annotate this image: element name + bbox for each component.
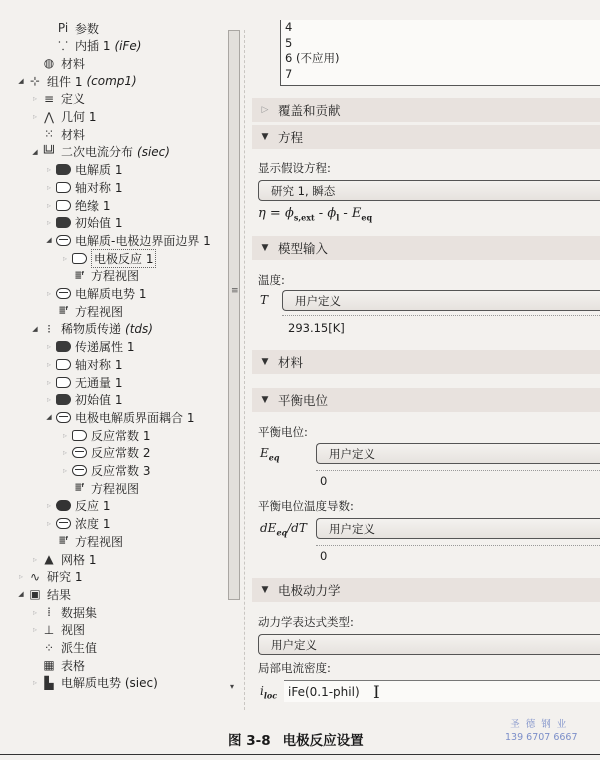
plot-group-icon: ▙ <box>44 675 54 690</box>
tables-icon: ▦ <box>43 658 55 673</box>
collapse-toggle-icon[interactable]: ▹ <box>46 218 51 228</box>
equilibrium-derivative-source-combobox[interactable] <box>316 518 600 539</box>
equation-view-icon: ≣ᶠ <box>74 483 84 494</box>
domain-feature-icon <box>54 340 72 354</box>
temperature-symbol: T <box>260 293 269 307</box>
equation-view-icon: ≣ᶠ <box>74 270 84 281</box>
results-icon: ▣ <box>29 587 41 602</box>
tree-node-label: 电解质电势 1 <box>75 287 147 301</box>
equilibrium-derivative-field-border <box>316 545 600 546</box>
equilibrium-derivative-source-value: 用户定义 <box>329 521 375 536</box>
tree-node-label: 结果 <box>47 587 72 602</box>
collapse-toggle-icon[interactable]: ▹ <box>46 377 51 387</box>
figure-caption <box>228 729 364 749</box>
mesh-icon: ▲ <box>44 552 54 566</box>
equation-view-icon: ≣ᶠ <box>58 536 68 547</box>
interface-feature-icon <box>70 464 88 478</box>
domain-feature-icon <box>54 163 72 177</box>
parameters-icon: Pi <box>57 21 69 35</box>
tree-node-label: 表格 <box>61 658 86 673</box>
domain-feature-icon <box>54 393 72 407</box>
equilibrium-source-combobox[interactable] <box>316 443 600 464</box>
tree-node-label: 研究 1 <box>47 570 83 585</box>
local-current-density-value: iFe(0.1-phil) <box>288 684 360 699</box>
figure-number: 图 3-8 <box>228 733 271 749</box>
interpolation-icon: ⸪ <box>58 39 68 54</box>
equilibrium-field-border <box>316 470 600 471</box>
section-title: 电极动力学 <box>278 583 341 598</box>
collapse-toggle-icon[interactable]: ▹ <box>46 342 51 352</box>
collapse-toggle-icon[interactable]: ▹ <box>18 572 23 582</box>
equilibrium-temp-derivative-label: 平衡电位温度导数: <box>258 499 354 513</box>
section-model-input[interactable] <box>252 236 600 260</box>
tree-node-label: 电解质-电极边界面边界 1 <box>75 233 211 248</box>
tree-node-tag: (siec) <box>137 144 170 159</box>
tree-node-label: 绝缘 1 <box>75 198 111 213</box>
boundary-feature-icon <box>54 357 72 371</box>
expand-toggle-icon[interactable]: ◢ <box>32 147 38 156</box>
local-current-symbol: $i_{loc}$ <box>260 684 278 701</box>
tree-node-label: 方程视图 <box>91 481 140 496</box>
boundary-feature-icon <box>54 198 72 212</box>
tree-scrollbar[interactable] <box>228 30 240 600</box>
tree-node-label: 方程视图 <box>75 304 124 319</box>
tree-node-label: 参数 <box>75 21 100 36</box>
tree-node-label: 轴对称 1 <box>75 357 123 372</box>
tree-node-label: 无通量 1 <box>75 375 123 390</box>
collapse-toggle-icon[interactable]: ▹ <box>46 519 51 529</box>
tree-node-tag: (comp1) <box>86 74 137 89</box>
tree-node-label: 电解质 1 <box>75 163 123 178</box>
interface-feature-icon <box>54 287 72 301</box>
expanded-arrow-icon: ▼ <box>261 395 269 405</box>
interface-feature-icon <box>54 410 72 424</box>
interface-feature-icon <box>54 517 72 531</box>
tree-node-label: 反应常数 2 <box>91 446 151 461</box>
study-combobox[interactable] <box>258 180 600 201</box>
temperature-field-border <box>282 315 600 316</box>
tree-node-tag: (tds) <box>125 321 153 336</box>
study-combobox-value: 研究 1, 瞬态 <box>271 183 336 198</box>
section-equation[interactable] <box>252 125 600 149</box>
equilibrium-potential-label: 平衡电位: <box>258 425 308 439</box>
tree-node-label: 轴对称 1 <box>75 180 123 195</box>
collapse-toggle-icon[interactable]: ▹ <box>46 200 51 210</box>
boundary-feature-icon <box>54 375 72 389</box>
section-title: 模型输入 <box>278 241 329 256</box>
collapse-toggle-icon[interactable]: ▹ <box>32 678 37 688</box>
watermark <box>505 718 578 744</box>
kinetics-type-value: 用户定义 <box>271 637 317 652</box>
collapse-toggle-icon[interactable]: ▹ <box>32 94 37 104</box>
boundary-feature-icon <box>54 180 72 194</box>
domain-feature-icon <box>54 216 72 230</box>
tree-node-label: 内插 1 <box>75 39 111 54</box>
expand-toggle-icon[interactable]: ◢ <box>32 324 38 333</box>
derived-values-icon: ⁘ <box>43 640 55 655</box>
boundary-selection-list[interactable] <box>280 20 600 86</box>
collapse-toggle-icon[interactable]: ▹ <box>62 466 67 475</box>
kinetics-type-label: 动力学表达式类型: <box>258 615 354 629</box>
section-material[interactable] <box>252 350 600 374</box>
tree-node-label: 初始值 1 <box>75 393 123 408</box>
tree-node-label: 派生值 <box>61 641 98 655</box>
temperature-source-value: 用户定义 <box>295 293 341 308</box>
temperature-label: 温度: <box>258 273 285 287</box>
collapse-toggle-icon[interactable]: ▹ <box>46 289 51 298</box>
collapse-toggle-icon[interactable]: ▹ <box>46 395 51 405</box>
panel-divider[interactable] <box>244 30 245 710</box>
boundary-list-item[interactable]: 6 (不应用) <box>285 51 340 65</box>
temperature-source-combobox[interactable] <box>282 290 600 311</box>
section-equilibrium-potential[interactable] <box>252 388 600 412</box>
tree-node-label: 材料 <box>61 127 86 142</box>
expanded-arrow-icon: ▼ <box>261 357 269 367</box>
tree-node-label: 数据集 <box>61 605 98 620</box>
secondary-current-icon: ╚╝ <box>41 144 57 159</box>
tree-node-label: 反应常数 3 <box>91 464 151 478</box>
equilibrium-derivative-symbol: $dE_{eq}/dT$ <box>260 521 307 538</box>
tree-node-label: 传递属性 1 <box>75 340 135 355</box>
section-title: 材料 <box>278 355 304 370</box>
figure-title: 电极反应设置 <box>282 733 364 749</box>
model-builder-tree[interactable] <box>0 18 225 708</box>
expanded-arrow-icon: ▼ <box>261 132 269 142</box>
section-title: 覆盖和贡献 <box>278 103 341 118</box>
expand-toggle-icon[interactable]: ◢ <box>18 590 24 599</box>
collapse-toggle-icon[interactable]: ▹ <box>62 253 67 263</box>
section-title: 方程 <box>278 130 304 145</box>
definitions-icon: ≡ <box>43 91 55 106</box>
collapse-toggle-icon[interactable]: ▹ <box>32 554 37 564</box>
collapse-toggle-icon[interactable]: ▹ <box>62 448 67 458</box>
tree-node-label: 视图 <box>61 623 86 638</box>
watermark-phone: 139 6707 6667 <box>505 732 578 743</box>
tree-node-label: 稀物质传递 <box>61 322 122 337</box>
local-current-density-label: 局部电流密度: <box>258 661 331 675</box>
tree-node-label: 方程视图 <box>75 534 124 549</box>
collapsed-arrow-icon: ▷ <box>261 105 269 115</box>
boundary-list-item[interactable]: 4 <box>285 20 293 34</box>
tree-node-label: 几何 1 <box>61 110 97 124</box>
views-icon: ⊥ <box>43 622 55 637</box>
component-icon: ⊹ <box>29 74 41 89</box>
tree-node-label: 反应 1 <box>75 499 111 514</box>
tree-node[interactable] <box>30 673 158 693</box>
expand-toggle-icon[interactable]: ◢ <box>46 236 52 245</box>
equilibrium-source-value: 用户定义 <box>329 446 375 461</box>
tree-node-label: 电解质电势 (siec) <box>61 676 158 691</box>
materials-icon: ⁙ <box>43 127 55 142</box>
section-title: 平衡电位 <box>278 393 329 408</box>
boundary-list-item[interactable]: 5 <box>285 35 293 50</box>
transport-icon: ⁝ <box>47 321 51 336</box>
materials-global-icon: ◍ <box>43 56 55 71</box>
collapse-toggle-icon[interactable]: ▹ <box>32 625 37 635</box>
temperature-value[interactable]: 293.15[K] <box>288 321 345 335</box>
tree-node-label: 电极电解质界面耦合 1 <box>75 410 195 425</box>
study-icon: ∿ <box>29 569 41 584</box>
section-override-contribution[interactable] <box>252 98 600 122</box>
equation-view-icon: ≣ᶠ <box>58 306 68 317</box>
geometry-icon: ⋀ <box>44 109 54 124</box>
tree-node-label: 网格 1 <box>61 552 97 567</box>
collapse-toggle-icon[interactable]: ▹ <box>46 501 51 511</box>
collapse-toggle-icon[interactable]: ▹ <box>46 182 51 192</box>
collapse-toggle-icon[interactable]: ▹ <box>46 359 51 369</box>
tree-node-label: 定义 <box>61 92 86 107</box>
kinetics-type-combobox[interactable] <box>258 634 600 655</box>
tree-node-label: 初始值 1 <box>75 216 123 231</box>
boundary-feature-icon <box>70 428 88 442</box>
tree-node-label: 二次电流分布 <box>61 145 134 160</box>
tree-node-label: 方程视图 <box>91 269 140 284</box>
interface-feature-icon <box>70 446 88 460</box>
equilibrium-derivative-value[interactable]: 0 <box>320 549 328 563</box>
collapse-toggle-icon[interactable]: ▹ <box>46 165 51 175</box>
tree-node-tag: (iFe) <box>114 38 142 53</box>
equilibrium-symbol: $E_{eq}$ <box>260 446 280 463</box>
expanded-arrow-icon: ▼ <box>261 243 269 253</box>
scrollbar-grip-icon[interactable]: ≡ <box>231 286 239 296</box>
tree-node-label: 电极反应 1 <box>91 249 156 268</box>
caption-rule <box>0 754 600 755</box>
collapse-toggle-icon[interactable]: ▹ <box>32 607 37 617</box>
boundary-feature-icon <box>70 251 88 265</box>
watermark-name: 圣德钢业 <box>510 719 573 730</box>
expand-toggle-icon[interactable]: ◢ <box>18 77 24 86</box>
text-cursor-icon: I <box>373 683 380 703</box>
collapse-toggle-icon[interactable]: ▹ <box>62 430 67 440</box>
expanded-arrow-icon: ▼ <box>261 585 269 595</box>
overpotential-equation: $\eta = \phi_{s,ext} - \phi_l - E_{eq}$ <box>258 206 373 223</box>
settings-panel <box>250 0 600 710</box>
scroll-down-arrow-icon[interactable]: ▾ <box>230 682 235 691</box>
expand-toggle-icon[interactable]: ◢ <box>46 413 52 422</box>
local-current-density-input[interactable] <box>284 680 600 702</box>
tree-node-label: 反应常数 1 <box>91 428 151 443</box>
equilibrium-value[interactable]: 0 <box>320 474 328 488</box>
tree-node-label: 材料 <box>61 56 86 71</box>
show-equation-label: 显示假设方程: <box>258 161 331 175</box>
interface-feature-icon <box>54 233 72 247</box>
tree-node-label: 浓度 1 <box>75 517 111 532</box>
datasets-icon: ⁞ <box>47 605 51 620</box>
boundary-list-item[interactable]: 7 <box>285 66 293 81</box>
collapse-toggle-icon[interactable]: ▹ <box>32 112 37 121</box>
tree-node-label: 组件 1 <box>47 74 83 89</box>
section-electrode-kinetics[interactable] <box>252 578 600 602</box>
reaction-icon <box>54 499 72 513</box>
